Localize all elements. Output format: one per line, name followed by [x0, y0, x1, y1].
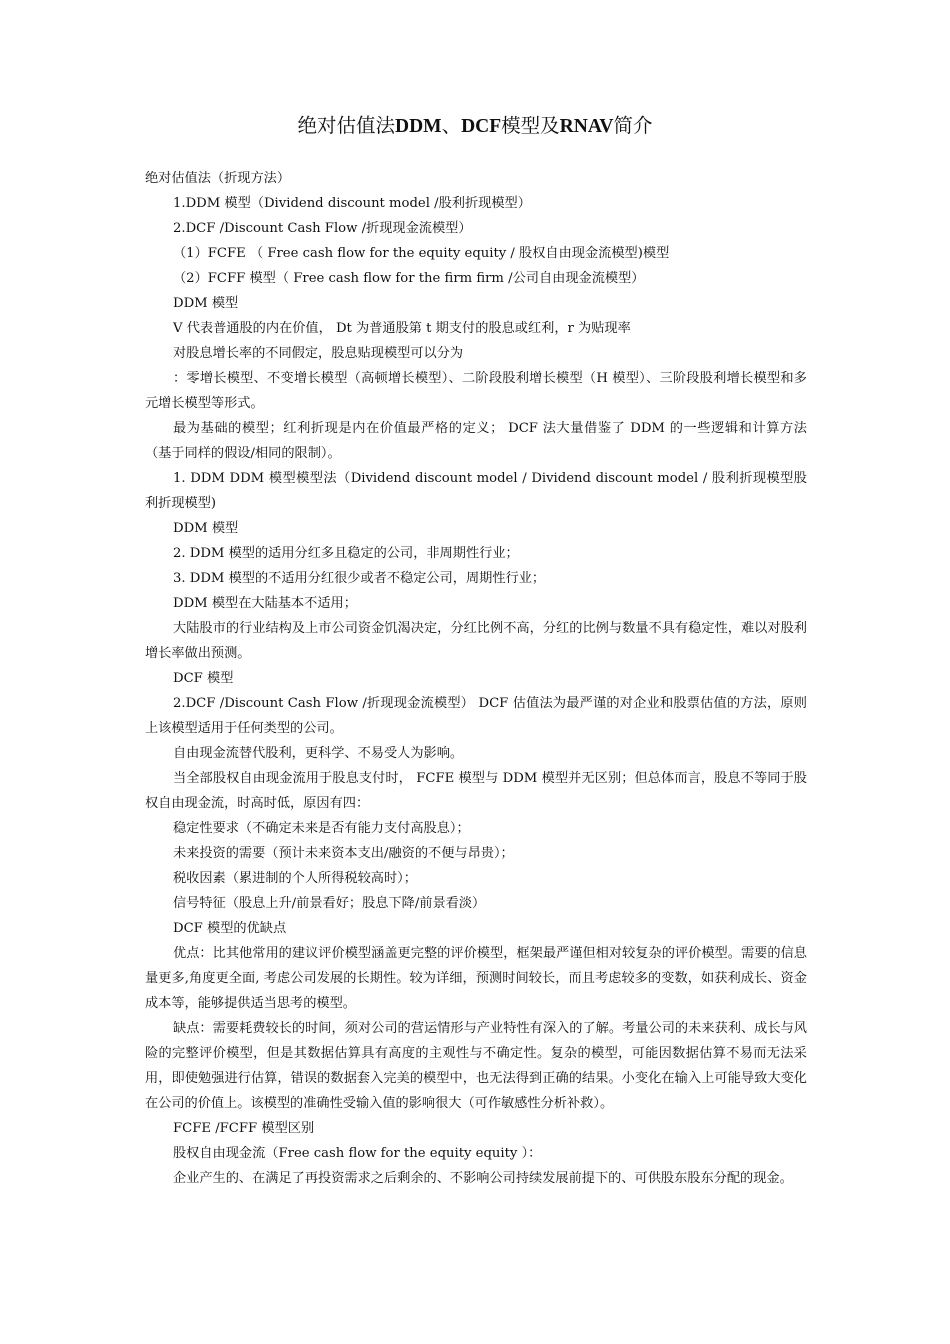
paragraph: 最为基础的模型；红利折现是内在价值最严格的定义； DCF 法大量借鉴了 DDM 的一些逻辑和计算方法（基于同样的假设/相同的限制）。 [145, 421, 807, 461]
paragraph: 大陆股市的行业结构及上市公司资金饥渴决定，分红比例不高，分红的比例与数量不具有稳定性，难以对股利增长率做出预测。 [145, 621, 807, 661]
paragraph: DDM 模型在大陆基本不适用； [173, 596, 357, 611]
paragraph: V 代表普通股的内在价值， Dt 为普通股第 t 期支付的股息或红利，r 为贴现率 [173, 321, 631, 336]
paragraph: 3. DDM 模型的不适用分红很少或者不稳定公司，周期性行业； [173, 571, 546, 586]
paragraph: DDM 模型 [173, 296, 239, 311]
paragraph: 2.DCF /Discount Cash Flow /折现现金流模型） [173, 221, 472, 236]
title-term-dcf: DCF [461, 116, 502, 137]
paragraph: 优点：比其他常用的建议评价模型涵盖更完整的评价模型，框架最严谨但相对较复杂的评价模型。需要的信息量更多,角度更全面, 考虑公司发展的长期性。较为详细，预测时间较长，而且考虑较多的变数，如获利成长、资金成本等，能够提供适当思考的模型。 [145, 946, 807, 1011]
paragraph: FCFE /FCFF 模型区别 [173, 1121, 315, 1136]
title-term-rnav: RNAV [559, 116, 614, 137]
paragraph: 1. DDM DDM 模型模型法（Dividend discount model / Dividend discount model / 股利折现模型股利折现模型) [145, 471, 807, 511]
paragraph: 2. DDM 模型的适用分红多且稳定的公司，非周期性行业； [173, 546, 519, 561]
paragraph: 2.DCF /Discount Cash Flow /折现现金流模型） DCF 估值法为最严谨的对企业和股票估值的方法，原则上该模型适用于任何类型的公司。 [145, 696, 807, 736]
title-separator: 、 [441, 116, 462, 137]
title-suffix: 简介 [613, 116, 653, 137]
paragraph: （2）FCFF 模型（ Free cash flow for the firm firm /公司自由现金流模型） [173, 271, 645, 286]
paragraph: 未来投资的需要（预计未来资本支出/融资的不便与昂贵）； [173, 846, 514, 861]
document-title [0, 112, 950, 142]
paragraph: 税收因素（累进制的个人所得税较高时）； [173, 871, 417, 886]
paragraph: 对股息增长率的不同假定，股息贴现模型可以分为 [173, 346, 464, 361]
paragraph: 企业产生的、在满足了再投资需求之后剩余的、不影响公司持续发展前提下的、可供股东股东分配的现金。 [173, 1171, 793, 1186]
paragraph: DDM 模型 [173, 521, 239, 536]
paragraph: 股权自由现金流（Free cash flow for the equity equity ）： [173, 1146, 542, 1161]
paragraph: 1.DDM 模型（Dividend discount model /股利折现模型） [173, 196, 531, 211]
paragraph-heading: 绝对估值法（折现方法） [145, 171, 291, 186]
paragraph: 信号特征（股息上升/前景看好；股息下降/前景看淡） [173, 896, 486, 911]
paragraph: 缺点：需要耗费较长的时间，须对公司的营运情形与产业特性有深入的了解。考量公司的未来获利、成长与风险的完整评价模型，但是其数据估算具有高度的主观性与不确定性。复杂的模型，可能因数据估算不易而无法采用，即使勉强进行估算，错误的数据套入完美的模型中，也无法得到正确的结果。小变化在输入上可能导致大变化在公司的价值上。该模型的准确性受输入值的影响很大（可作敏感性分析补救）。 [145, 1021, 807, 1111]
title-middle: 模型及 [501, 116, 560, 137]
paragraph: 自由现金流替代股利，更科学、不易受人为影响。 [173, 746, 464, 761]
paragraph: DCF 模型的优缺点 [173, 921, 287, 936]
paragraph: ：零增长模型、不变增长模型（高顿增长模型）、二阶段股利增长模型（H 模型）、三阶段股利增长模型和多元增长模型等形式。 [145, 371, 807, 411]
paragraph: 当全部股权自由现金流用于股息支付时， FCFE 模型与 DDM 模型并无区别；但总体而言，股息不等同于股权自由现金流，时高时低，原因有四： [145, 771, 807, 811]
paragraph: （1）FCFE （ Free cash flow for the equity equity / 股权自由现金流模型)模型 [173, 246, 670, 261]
paragraph: 稳定性要求（不确定未来是否有能力支付高股息）； [173, 821, 470, 836]
paragraph: DCF 模型 [173, 671, 234, 686]
title-term-ddm: DDM [394, 116, 442, 137]
title-prefix: 绝对估值法 [297, 116, 395, 137]
document-body [145, 166, 807, 1191]
